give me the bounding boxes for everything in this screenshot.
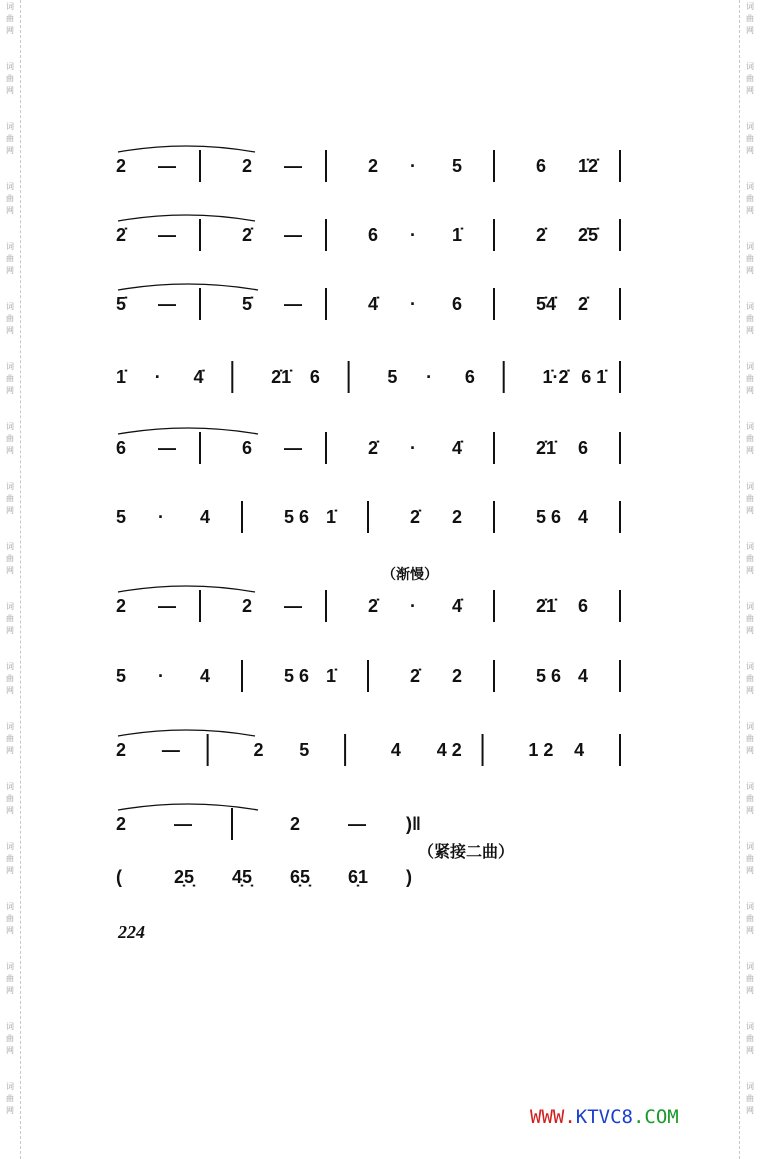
watermark-char: 网 xyxy=(6,386,14,395)
note-token: 4 xyxy=(578,666,589,686)
watermark-char: 曲 xyxy=(746,254,754,263)
watermark-char: 词 xyxy=(746,782,754,791)
watermark-char: 词 xyxy=(746,602,754,611)
watermark-char: 网 xyxy=(746,266,754,275)
note-token: 5 6 xyxy=(284,507,310,527)
watermark-char: 词 xyxy=(6,362,14,371)
watermark-char: 网 xyxy=(746,866,754,875)
watermark-char: 曲 xyxy=(746,374,754,383)
watermark-char: 曲 xyxy=(6,494,14,503)
note-token: ( xyxy=(116,867,122,887)
note-token: 1̇ xyxy=(116,367,127,387)
watermark-char: 网 xyxy=(6,1046,14,1055)
watermark-char: 词 xyxy=(746,2,754,11)
score-row xyxy=(116,730,620,766)
note-token: 5 6 xyxy=(536,666,562,686)
note-token: 5̇ xyxy=(242,294,253,314)
watermark-char: 曲 xyxy=(746,794,754,803)
watermark-char: 网 xyxy=(6,686,14,695)
note-token: 2 xyxy=(242,156,253,176)
note-token: 2 xyxy=(368,156,379,176)
watermark-char: 网 xyxy=(6,326,14,335)
note-token: 2̇ xyxy=(368,438,379,458)
watermark-char: 词 xyxy=(746,302,754,311)
watermark-char: 网 xyxy=(6,26,14,35)
watermark-char: 曲 xyxy=(6,854,14,863)
score-row xyxy=(116,284,620,320)
note-token: 1̇ xyxy=(326,666,337,686)
watermark-char: 词 xyxy=(6,662,14,671)
note-token: — xyxy=(158,438,176,458)
watermark-char: 曲 xyxy=(6,1034,14,1043)
site-url-watermark xyxy=(530,1106,679,1128)
note-token: 2 xyxy=(116,740,127,760)
note-token: · xyxy=(154,367,161,387)
site-url-part-domain: KTVC8 xyxy=(575,1106,633,1128)
note-token: · xyxy=(426,367,433,387)
watermark-char: 词 xyxy=(746,722,754,731)
watermark-char: 词 xyxy=(746,482,754,491)
watermark-char: 网 xyxy=(6,146,14,155)
watermark-char: 网 xyxy=(6,866,14,875)
note-token: 6 1̇ xyxy=(581,367,607,387)
note-token: 4 xyxy=(578,507,589,527)
note-token: 4 xyxy=(390,740,401,760)
watermark-char: 词 xyxy=(746,182,754,191)
watermark-char: 网 xyxy=(746,986,754,995)
note-token: 2̇1̇ xyxy=(536,596,557,616)
watermark-char: 词 xyxy=(6,62,14,71)
note-token: 5 xyxy=(299,740,310,760)
watermark-char: 网 xyxy=(746,86,754,95)
watermark-char: 曲 xyxy=(6,614,14,623)
slur xyxy=(118,804,258,810)
watermark-char: 词 xyxy=(746,662,754,671)
note-token: 6 xyxy=(578,596,589,616)
note-token: 5 xyxy=(116,666,127,686)
score-row xyxy=(116,501,620,533)
watermark-char: 网 xyxy=(746,506,754,515)
watermark-char: 词 xyxy=(6,122,14,131)
watermark-char: 词 xyxy=(6,842,14,851)
watermark-char: 词 xyxy=(6,962,14,971)
watermark-char: 曲 xyxy=(746,914,754,923)
watermark-char: 词 xyxy=(6,722,14,731)
watermark-char: 网 xyxy=(746,746,754,755)
note-token: 4 xyxy=(574,740,585,760)
note-token: — xyxy=(174,814,192,834)
watermark-char: 曲 xyxy=(6,914,14,923)
watermark-char: 词 xyxy=(746,422,754,431)
watermark-char: 词 xyxy=(6,902,14,911)
note-token: — xyxy=(284,225,302,245)
watermark-char: 词 xyxy=(746,902,754,911)
note-token: 2̇ xyxy=(368,596,379,616)
watermark-char: 词 xyxy=(6,542,14,551)
note-token: · xyxy=(158,507,164,527)
note-token: · xyxy=(410,156,416,176)
watermark-char: 网 xyxy=(6,206,14,215)
note-token: 6̣5̣ xyxy=(290,867,311,887)
note-token: 6 xyxy=(464,367,475,387)
note-token: 5̇4̇ xyxy=(536,294,557,314)
site-url-part-tld: .COM xyxy=(632,1106,679,1128)
note-token: 2̣5̣ xyxy=(174,867,195,887)
note-token: 2̇1̇ xyxy=(271,367,292,387)
watermark-char: 词 xyxy=(6,1022,14,1031)
note-token: 2 xyxy=(242,596,253,616)
score-row xyxy=(116,215,620,251)
watermark-char: 网 xyxy=(746,446,754,455)
watermark-char: 网 xyxy=(6,506,14,515)
watermark-char: 曲 xyxy=(6,974,14,983)
watermark-char: 网 xyxy=(746,146,754,155)
note-token: — xyxy=(284,156,302,176)
note-token: 2 xyxy=(116,156,127,176)
slur xyxy=(118,146,255,152)
note-token: 2 xyxy=(253,740,264,760)
watermark-char: 词 xyxy=(746,842,754,851)
watermark-char: 网 xyxy=(6,746,14,755)
watermark-char: 曲 xyxy=(746,674,754,683)
watermark-char: 网 xyxy=(746,206,754,215)
score-row xyxy=(116,660,620,692)
note-token: 4 xyxy=(200,666,211,686)
watermark-char: 曲 xyxy=(746,134,754,143)
watermark-char: 词 xyxy=(746,542,754,551)
watermark-char: 网 xyxy=(746,26,754,35)
note-token: )‖ xyxy=(406,814,421,834)
note-token: 1̇2̇ xyxy=(578,156,599,176)
note-token: 1 2 xyxy=(528,740,554,760)
watermark-char: 网 xyxy=(6,446,14,455)
score-row xyxy=(116,867,412,887)
watermark-char: 网 xyxy=(746,1106,754,1115)
note-token: 6 xyxy=(578,438,589,458)
slur xyxy=(118,215,255,221)
watermark-char: 词 xyxy=(6,2,14,11)
watermark-char: 曲 xyxy=(6,794,14,803)
note-token: 6̣1 xyxy=(348,867,369,887)
watermark-char: 曲 xyxy=(746,554,754,563)
watermark-char: 网 xyxy=(746,926,754,935)
watermark-char: 网 xyxy=(6,926,14,935)
watermark-char: 曲 xyxy=(6,134,14,143)
watermark-char: 词 xyxy=(6,182,14,191)
note-token: 2̇ xyxy=(410,666,421,686)
watermark-char: 词 xyxy=(6,242,14,251)
note-token: 5 xyxy=(387,367,398,387)
note-token: 6 xyxy=(452,294,463,314)
note-token: 1̇ xyxy=(452,225,463,245)
watermark-char: 曲 xyxy=(6,734,14,743)
watermark-char: 曲 xyxy=(746,614,754,623)
note-token: 4̇ xyxy=(193,367,204,387)
note-token: 6 xyxy=(242,438,253,458)
note-token: — xyxy=(284,596,302,616)
note-token: 2̇ xyxy=(410,507,421,527)
score-row xyxy=(116,586,620,622)
watermark-char: 网 xyxy=(746,326,754,335)
watermark-char: 网 xyxy=(746,1046,754,1055)
watermark-char: 网 xyxy=(746,566,754,575)
note-token: 2 xyxy=(452,666,463,686)
watermark-char: 曲 xyxy=(746,974,754,983)
watermark-char: 网 xyxy=(6,86,14,95)
note-token: ) xyxy=(406,867,412,887)
watermark-char: 曲 xyxy=(6,14,14,23)
note-token: 4̇ xyxy=(452,596,463,616)
note-token: 5 6 xyxy=(536,507,562,527)
watermark-char: 曲 xyxy=(6,674,14,683)
score-row xyxy=(116,361,620,393)
watermark-char: 网 xyxy=(6,266,14,275)
note-token: 2 xyxy=(452,507,463,527)
watermark-char: 曲 xyxy=(746,314,754,323)
watermark-char: 曲 xyxy=(6,194,14,203)
note-token: · xyxy=(410,294,416,314)
note-token: — xyxy=(284,438,302,458)
note-token: 4 xyxy=(200,507,211,527)
note-token: 6 xyxy=(116,438,127,458)
watermark-char: 词 xyxy=(746,122,754,131)
score-row xyxy=(116,428,620,464)
note-token: — xyxy=(161,740,180,760)
note-token: · xyxy=(410,596,416,616)
watermark-char: 网 xyxy=(6,566,14,575)
watermark-char: 曲 xyxy=(746,1034,754,1043)
slur xyxy=(118,730,255,736)
site-url-part-www: WWW. xyxy=(530,1106,576,1128)
score-row xyxy=(116,146,620,182)
watermark-char: 词 xyxy=(6,422,14,431)
note-token: 2̇1̇ xyxy=(536,438,557,458)
note-token: 5 xyxy=(452,156,463,176)
watermark-char: 网 xyxy=(746,386,754,395)
watermark-char: 词 xyxy=(6,782,14,791)
watermark-char: 网 xyxy=(746,626,754,635)
watermark-char: 词 xyxy=(746,242,754,251)
note-token: — xyxy=(348,814,366,834)
watermark-char: 曲 xyxy=(746,854,754,863)
note-token: 4̇ xyxy=(452,438,463,458)
watermark-char: 词 xyxy=(746,1022,754,1031)
note-token: 2 xyxy=(290,814,301,834)
note-token: 6 xyxy=(368,225,379,245)
note-token: 2̇5̇ xyxy=(578,225,599,245)
watermark-char: 曲 xyxy=(746,494,754,503)
note-token: · xyxy=(410,225,416,245)
note-token: 2 xyxy=(116,814,127,834)
note-token: 2̇ xyxy=(536,225,547,245)
note-token: 2̇ xyxy=(242,225,253,245)
watermark-char: 词 xyxy=(746,1082,754,1091)
note-token: · xyxy=(158,666,164,686)
note-token: 2̇ xyxy=(116,225,127,245)
note-token: 5 xyxy=(116,507,127,527)
note-token: 1̇ xyxy=(326,507,337,527)
watermark-char: 曲 xyxy=(746,734,754,743)
note-token: — xyxy=(158,156,176,176)
watermark-char: 曲 xyxy=(6,1094,14,1103)
watermark-char: 曲 xyxy=(6,554,14,563)
watermark-char: 词 xyxy=(6,482,14,491)
note-token: — xyxy=(284,294,302,314)
watermark-char: 曲 xyxy=(746,434,754,443)
watermark-char: 词 xyxy=(746,62,754,71)
watermark-char: 词 xyxy=(6,302,14,311)
watermark-char: 曲 xyxy=(6,374,14,383)
watermark-char: 词 xyxy=(746,962,754,971)
watermark-char: 网 xyxy=(746,806,754,815)
watermark-char: 词 xyxy=(6,1082,14,1091)
watermark-char: 词 xyxy=(746,362,754,371)
continue-mark: （紧接二曲） xyxy=(418,842,515,861)
watermark-char: 曲 xyxy=(6,434,14,443)
slur xyxy=(118,284,258,290)
note-token: 4̣5̣ xyxy=(232,867,253,887)
slur xyxy=(118,428,258,434)
watermark-char: 网 xyxy=(6,986,14,995)
note-token: 4 2 xyxy=(436,740,462,760)
watermark-char: 网 xyxy=(6,1106,14,1115)
note-token: · xyxy=(410,438,416,458)
watermark-char: 曲 xyxy=(746,194,754,203)
watermark-char: 曲 xyxy=(746,14,754,23)
note-token: 4̇ xyxy=(368,294,379,314)
note-token: 6 xyxy=(309,367,320,387)
note-token: 2̇ xyxy=(578,294,589,314)
watermark-char: 曲 xyxy=(6,254,14,263)
watermark-char: 曲 xyxy=(6,74,14,83)
slur xyxy=(118,586,255,592)
page-number: 224 xyxy=(118,922,145,942)
watermark-char: 曲 xyxy=(6,314,14,323)
watermark-char: 曲 xyxy=(746,74,754,83)
note-token: 2 xyxy=(116,596,127,616)
score-row xyxy=(116,804,421,840)
tempo-mark: （渐慢） xyxy=(382,567,438,583)
note-token: — xyxy=(158,294,176,314)
note-token: 6 xyxy=(536,156,547,176)
watermark-char: 词 xyxy=(6,602,14,611)
note-token: — xyxy=(158,225,176,245)
note-token: 1̇·2̇ xyxy=(542,367,569,387)
note-token: 5 6 xyxy=(284,666,310,686)
watermark-char: 网 xyxy=(746,686,754,695)
note-token: — xyxy=(158,596,176,616)
watermark-char: 曲 xyxy=(746,1094,754,1103)
watermark-char: 网 xyxy=(6,806,14,815)
watermark-char: 网 xyxy=(6,626,14,635)
note-token: 5̇ xyxy=(116,294,127,314)
